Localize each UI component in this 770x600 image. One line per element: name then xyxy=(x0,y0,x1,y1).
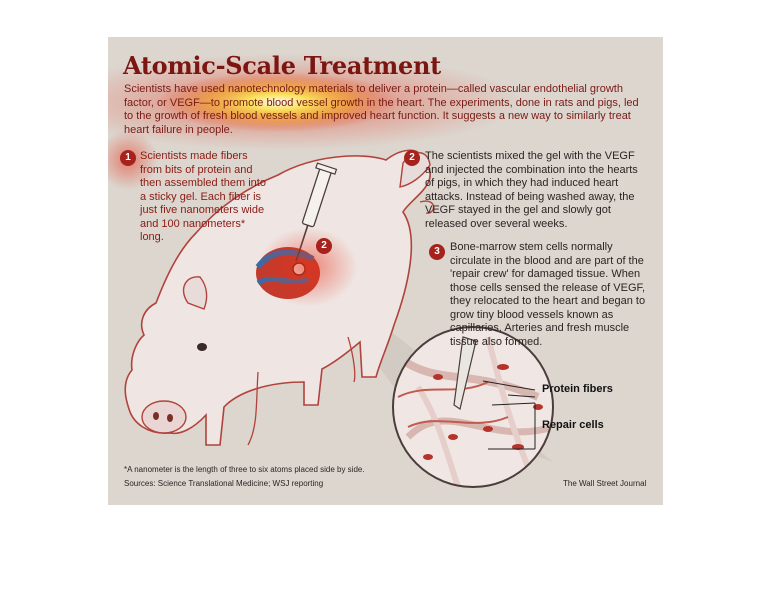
sources-line: Sources: Science Translational Medicine; WSJ reporting xyxy=(124,479,324,488)
protein-fibers-label: Protein fibers xyxy=(542,383,613,395)
intro-paragraph: Scientists have used nanotechnology materials to deliver a protein—called vascular endothelial growth factor, or VEGF—to promote blood vessel growth in the heart. The experiments, done in rats and pigs, led to the growth of fresh blood vessels and improved heart function. It suggests a new way to similarly treat heart failure in people. xyxy=(124,83,639,136)
publication-credit: The Wall Street Journal xyxy=(563,479,647,488)
injection-marker-badge: 2 xyxy=(316,238,332,254)
step-2-text: The scientists mixed the gel with the VEGF and injected the combination into the hearts of pigs, in which they had induced heart attacks. Instead of being washed away, the VEGF stayed in the gel and slowly got released over several weeks. xyxy=(425,150,638,230)
step-1-text: Scientists made fibers from bits of protein and then assembled them into a sticky gel. Each fiber is just five nanometers wide and 100 nanometers* long. xyxy=(140,150,266,243)
step-3-badge: 3 xyxy=(429,244,445,260)
infographic xyxy=(108,37,663,505)
step-3-text: Bone-marrow stem cells normally circulate in the blood and are part of the 'repair crew' for damaged tissue. When those cells sensed the release of VEGF, they relocated to the heart and began to grow tiny blood vessels known as capillaries. Arteries and fresh muscle tissue also formed. xyxy=(450,241,646,348)
infographic-title: Atomic-Scale Treatment xyxy=(123,51,441,80)
repair-cells-label: Repair cells xyxy=(542,419,604,431)
step-2-badge: 2 xyxy=(404,150,420,166)
step-1-badge: 1 xyxy=(120,150,136,166)
footnote: *A nanometer is the length of three to six atoms placed side by side. xyxy=(124,465,365,474)
